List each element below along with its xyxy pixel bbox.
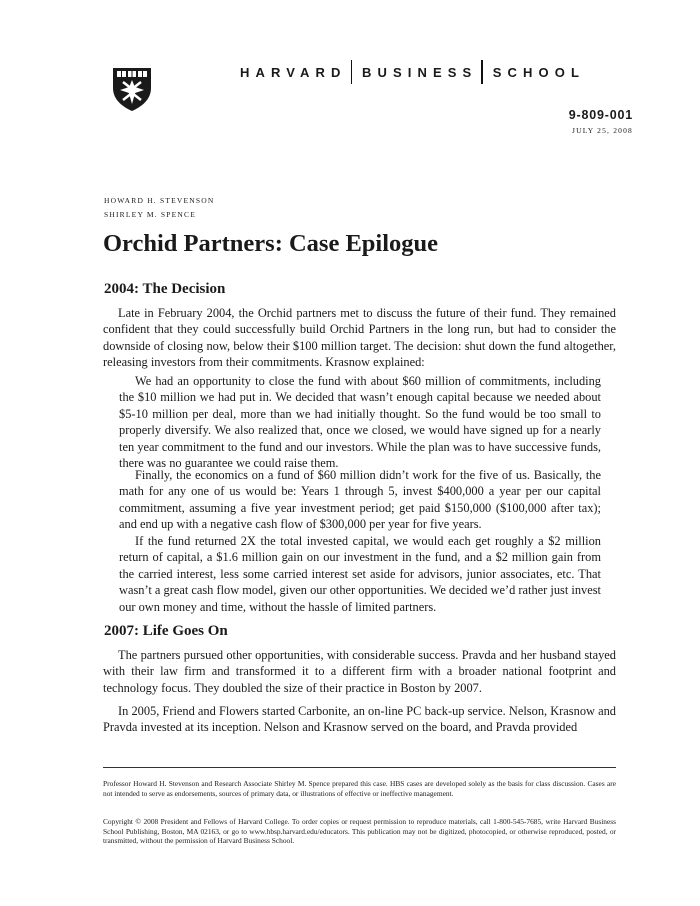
- case-number: 9-809-001: [568, 108, 633, 122]
- quote-paragraph: We had an opportunity to close the fund with about $60 million of commitments, including the $10 million we had put in. We decided that wasn’t enough capital because we needed about $5-10 million per deal, more than we had initially thought. So the fund would be too small to properly diversify. We also realized that, once we closed, we would have signed up for a nearly ten year commitment to the fund and our investors. While the plan was to have successive funds, there was no guarantee we could raise them.: [119, 374, 601, 471]
- author-name: SHIRLEY M. SPENCE: [104, 210, 197, 219]
- document-title: Orchid Partners: Case Epilogue: [103, 230, 439, 257]
- authorship-note: Professor Howard H. Stevenson and Research Associate Shirley M. Spence prepared this case. HBS cases are developed solely as the basis for class discussion. Cases are not intended to serve as endorsements, sources of primary data, or illustrations of effective or ineffective management.: [103, 779, 616, 798]
- case-date: JULY 25, 2008: [571, 126, 633, 135]
- footnote-divider: [103, 767, 616, 768]
- masthead-harvard: HARVARD: [240, 64, 347, 80]
- author-name: HOWARD H. STEVENSON: [104, 196, 215, 205]
- school-masthead: [240, 61, 640, 83]
- masthead-school: SCHOOL: [492, 64, 585, 80]
- body-paragraph: In 2005, Friend and Flowers started Carbonite, an on-line PC back-up service. Nelson, Krasnow and Pravda invested at its inception. Nelson and Krasnow served on the board, and Pravda provided: [103, 704, 616, 735]
- copyright-notice: Copyright © 2008 President and Fellows of Harvard College. To order copies or request permission to reproduce materials, call 1-800-545-7685, write Harvard Business School Publishing, Boston, MA 02163, or go to www.hbsp.harvard.edu/educators. This publication may not be digitized, photocopied, or otherwise reproduced, posted, or transmitted, without the permission of Harvard Business School.: [103, 817, 616, 846]
- hbs-shield-icon: [111, 66, 153, 112]
- body-paragraph: The partners pursued other opportunities, with considerable success. Pravda and her husband stayed with their law firm and transformed it to a different firm with a broader national footprint and technology focus. They doubled the size of their practice in Boston by 2007.: [103, 648, 616, 695]
- masthead-divider: [481, 60, 483, 84]
- masthead-divider: [351, 60, 353, 84]
- section-heading: 2007: Life Goes On: [104, 623, 228, 639]
- section-heading: 2004: The Decision: [104, 281, 226, 297]
- body-paragraph: Late in February 2004, the Orchid partners met to discuss the future of their fund. They remained confident that they could successfully build Orchid Partners in the long run, but had to consider the downside of closing now, below their $100 million target. The decision: shut down the fund altogether, releasing investors from their commitments. Krasnow explained:: [103, 306, 616, 370]
- quote-paragraph: Finally, the economics on a fund of $60 million didn’t work for the five of us. Basically, the math for any one of us would be: Years 1 through 5, invest $400,000 a year per our capital commitment, assuming a five year investment period; get paid $150,000 ($100,000 after tax); and end up with a negative cash flow of $300,000 per year for five years.: [119, 468, 601, 532]
- masthead-business: BUSINESS: [362, 64, 478, 80]
- quote-paragraph: If the fund returned 2X the total invested capital, we would each get roughly a $2 million return of capital, a $1.6 million gain on our investment in the fund, and a $2 million gain from the carried interest, less some carried interest set aside for advisors, junior associates, etc. That wasn’t a great cash flow model, given our other opportunities. We decided we’d rather just invest our own money and time, without the hassle of limited partners.: [119, 534, 601, 614]
